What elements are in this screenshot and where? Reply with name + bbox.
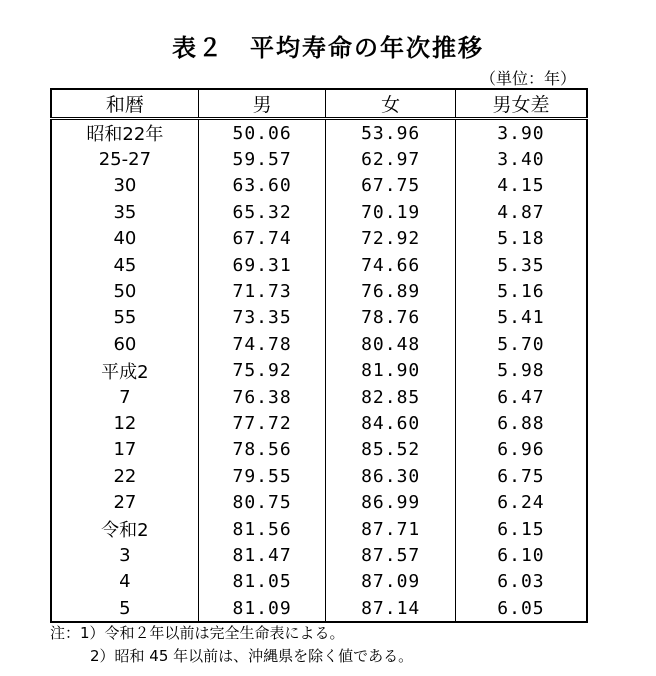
header-male: 男 (198, 89, 326, 119)
unit-label: （単位：年） (479, 69, 576, 88)
cell-era: 平成2 (51, 358, 198, 384)
cell-male: 81.47 (198, 542, 326, 568)
table-row (51, 305, 587, 331)
cell-difference: 5.41 (455, 305, 587, 331)
cell-male: 63.60 (198, 173, 326, 199)
table-row (51, 119, 587, 147)
cell-male: 81.05 (198, 569, 326, 595)
cell-female: 87.09 (326, 569, 456, 595)
table-row (51, 331, 587, 357)
cell-male: 74.78 (198, 331, 326, 357)
page-title: 表２ 平均寿命の年次推移 (172, 34, 484, 62)
table-row (51, 489, 587, 515)
cell-female: 74.66 (326, 252, 456, 278)
table-row (51, 437, 587, 463)
cell-female: 82.85 (326, 384, 456, 410)
cell-difference: 5.18 (455, 226, 587, 252)
cell-difference: 6.15 (455, 516, 587, 542)
table-body (51, 119, 587, 623)
cell-era: 45 (51, 252, 198, 278)
cell-difference: 5.16 (455, 278, 587, 304)
header-row (51, 89, 587, 119)
cell-era: 昭和22年 (51, 119, 198, 147)
cell-era: 3 (51, 542, 198, 568)
cell-male: 81.09 (198, 595, 326, 622)
cell-male: 59.57 (198, 146, 326, 172)
cell-male: 71.73 (198, 278, 326, 304)
cell-male: 75.92 (198, 358, 326, 384)
cell-era: 27 (51, 489, 198, 515)
table-row (51, 358, 587, 384)
header-difference: 男女差 (455, 89, 587, 119)
table-row (51, 463, 587, 489)
cell-male: 50.06 (198, 119, 326, 147)
cell-male: 69.31 (198, 252, 326, 278)
table-row (51, 146, 587, 172)
cell-female: 53.96 (326, 119, 456, 147)
cell-era: 22 (51, 463, 198, 489)
table-row (51, 595, 587, 622)
header-era: 和暦 (51, 89, 198, 119)
cell-era: 60 (51, 331, 198, 357)
note-1: 注：1）令和２年以前は完全生命表による。 (50, 624, 345, 642)
cell-difference: 5.35 (455, 252, 587, 278)
cell-difference: 6.05 (455, 595, 587, 622)
table-row (51, 516, 587, 542)
cell-era: 40 (51, 226, 198, 252)
cell-difference: 5.70 (455, 331, 587, 357)
cell-difference: 6.75 (455, 463, 587, 489)
cell-male: 79.55 (198, 463, 326, 489)
cell-male: 81.56 (198, 516, 326, 542)
cell-difference: 4.87 (455, 199, 587, 225)
cell-difference: 6.24 (455, 489, 587, 515)
table-row (51, 278, 587, 304)
notes (50, 622, 413, 668)
cell-female: 70.19 (326, 199, 456, 225)
header-female: 女 (326, 89, 456, 119)
cell-era: 17 (51, 437, 198, 463)
cell-female: 78.76 (326, 305, 456, 331)
cell-female: 80.48 (326, 331, 456, 357)
cell-male: 73.35 (198, 305, 326, 331)
life-expectancy-table (50, 88, 588, 623)
cell-female: 87.14 (326, 595, 456, 622)
cell-female: 86.30 (326, 463, 456, 489)
cell-male: 76.38 (198, 384, 326, 410)
cell-era: 35 (51, 199, 198, 225)
cell-era: 12 (51, 410, 198, 436)
cell-female: 85.52 (326, 437, 456, 463)
cell-difference: 6.03 (455, 569, 587, 595)
cell-female: 87.57 (326, 542, 456, 568)
cell-female: 72.92 (326, 226, 456, 252)
cell-era: 4 (51, 569, 198, 595)
cell-era: 55 (51, 305, 198, 331)
cell-male: 65.32 (198, 199, 326, 225)
cell-era: 50 (51, 278, 198, 304)
table-row (51, 542, 587, 568)
cell-female: 67.75 (326, 173, 456, 199)
cell-difference: 3.90 (455, 119, 587, 147)
cell-female: 81.90 (326, 358, 456, 384)
cell-era: 25-27 (51, 146, 198, 172)
cell-female: 76.89 (326, 278, 456, 304)
cell-female: 84.60 (326, 410, 456, 436)
cell-male: 80.75 (198, 489, 326, 515)
cell-era: 7 (51, 384, 198, 410)
cell-difference: 6.96 (455, 437, 587, 463)
cell-difference: 5.98 (455, 358, 587, 384)
table-row (51, 384, 587, 410)
cell-era: 30 (51, 173, 198, 199)
cell-female: 86.99 (326, 489, 456, 515)
cell-female: 62.97 (326, 146, 456, 172)
cell-male: 67.74 (198, 226, 326, 252)
cell-difference: 3.40 (455, 146, 587, 172)
cell-era: 5 (51, 595, 198, 622)
table-row (51, 199, 587, 225)
table-row (51, 252, 587, 278)
table-row (51, 226, 587, 252)
cell-female: 87.71 (326, 516, 456, 542)
cell-difference: 6.10 (455, 542, 587, 568)
cell-difference: 4.15 (455, 173, 587, 199)
table-row (51, 410, 587, 436)
note-2: 2）昭和 45 年以前は、沖縄県を除く値である。 (90, 647, 414, 665)
cell-male: 78.56 (198, 437, 326, 463)
cell-male: 77.72 (198, 410, 326, 436)
cell-difference: 6.47 (455, 384, 587, 410)
cell-era: 令和2 (51, 516, 198, 542)
table-row (51, 569, 587, 595)
table-row (51, 173, 587, 199)
cell-difference: 6.88 (455, 410, 587, 436)
